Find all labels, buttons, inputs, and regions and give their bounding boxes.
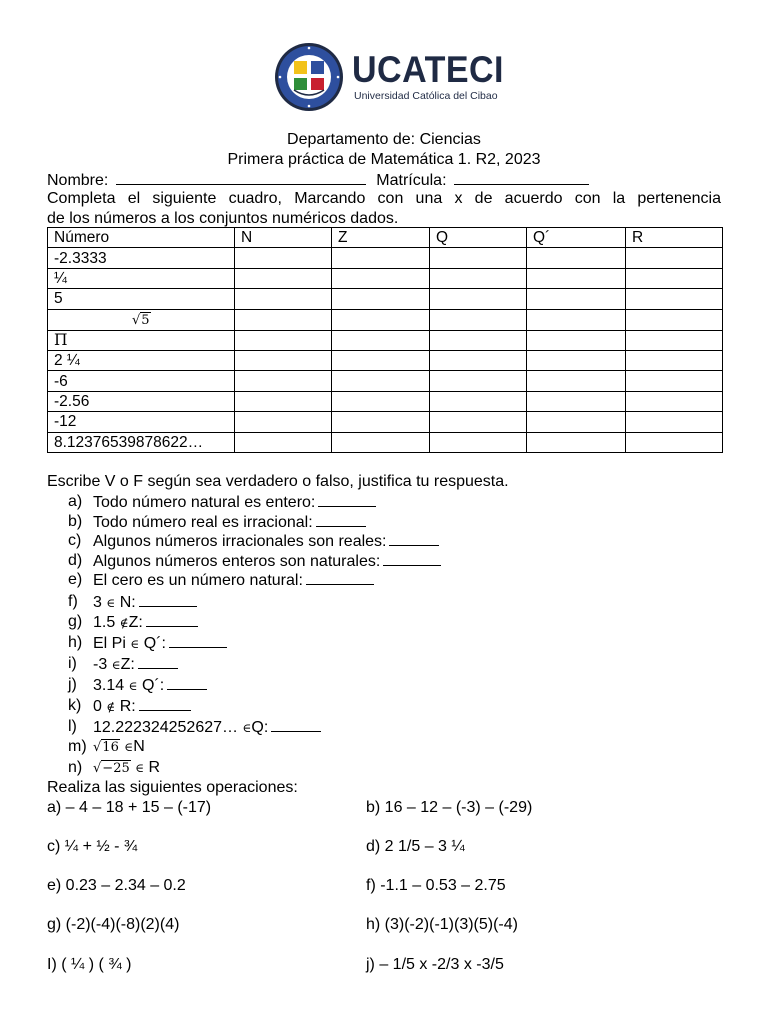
answer-cell[interactable]: [332, 350, 430, 370]
practice-title: Primera práctica de Matemática 1. R2, 2023: [227, 151, 541, 168]
answer-blank[interactable]: [383, 551, 441, 566]
item-text: Todo número real es irracional:: [93, 514, 313, 531]
answer-cell[interactable]: [332, 391, 430, 411]
radicand: 16: [102, 740, 119, 755]
item-value: 3: [93, 594, 102, 611]
answer-blank[interactable]: [271, 717, 321, 732]
element-of-icon: ∈: [130, 637, 140, 651]
element-of-icon: ∈: [111, 658, 121, 672]
answer-cell[interactable]: [430, 330, 527, 350]
table-instruction-line-1: Completa el siguiente cuadro, Marcando con una x de acuerdo con la pertenencia: [47, 190, 721, 207]
answer-cell[interactable]: [430, 289, 527, 309]
element-of-icon: ∈: [124, 740, 134, 754]
operation-item: c) ¼ + ½ - ¾: [47, 838, 138, 855]
answer-blank[interactable]: [318, 492, 376, 507]
answer-cell[interactable]: [430, 268, 527, 288]
id-field[interactable]: [454, 170, 589, 185]
table-instruction-line-2: de los números a los conjuntos numéricos dados.: [47, 210, 399, 227]
answer-cell[interactable]: [430, 309, 527, 330]
name-label: Nombre:: [47, 172, 109, 189]
student-info-line: [47, 170, 589, 190]
answer-cell[interactable]: [332, 371, 430, 391]
number-cell-radical: [48, 309, 235, 330]
table-row: [48, 350, 723, 370]
answer-cell[interactable]: [626, 248, 723, 268]
answer-cell[interactable]: [527, 268, 626, 288]
item-label: a): [68, 493, 83, 510]
answer-cell[interactable]: [235, 268, 332, 288]
operation-item: h) (3)(-2)(-1)(3)(5)(-4): [366, 916, 518, 933]
number-cell: 5: [48, 289, 235, 309]
number-cell: ¼: [48, 268, 235, 288]
answer-cell[interactable]: [527, 432, 626, 452]
item-label: m): [68, 738, 87, 755]
university-seal-icon: [274, 42, 344, 112]
answer-blank[interactable]: [167, 675, 207, 690]
item-label: b): [68, 513, 83, 530]
department-heading: Departamento de: Ciencias: [287, 131, 481, 148]
operation-item: I) ( ¼ ) ( ¾ ): [47, 956, 132, 973]
item-text: El cero es un número natural:: [93, 572, 303, 589]
answer-cell[interactable]: [527, 289, 626, 309]
answer-cell[interactable]: [235, 412, 332, 432]
answer-cell[interactable]: [626, 432, 723, 452]
sqrt-five: [132, 312, 151, 328]
answer-cell[interactable]: [430, 432, 527, 452]
item-value: 3.14: [93, 677, 125, 694]
set-name: N: [133, 738, 145, 755]
answer-cell[interactable]: [527, 391, 626, 411]
item-text: Algunos números enteros son naturales:: [93, 553, 381, 570]
table-row: [48, 248, 723, 268]
number-cell: -6: [48, 371, 235, 391]
answer-cell[interactable]: [527, 412, 626, 432]
university-logo: [274, 42, 504, 114]
answer-blank[interactable]: [138, 654, 178, 669]
item-label: f): [68, 593, 78, 610]
answer-cell[interactable]: [235, 248, 332, 268]
answer-blank[interactable]: [306, 570, 374, 585]
operation-item: j) – 1/5 x -2/3 x -3/5: [366, 956, 504, 973]
answer-cell[interactable]: [235, 391, 332, 411]
table-row: [48, 309, 723, 330]
item-label: j): [68, 676, 77, 693]
operation-item: f) -1.1 – 0.53 – 2.75: [366, 877, 506, 894]
radicand: 5: [141, 312, 150, 328]
answer-cell[interactable]: [430, 391, 527, 411]
header-q-prime: Q´: [527, 228, 626, 248]
radical-sign-icon: √: [93, 761, 102, 776]
answer-blank[interactable]: [169, 633, 227, 648]
item-text: Algunos números irracionales son reales:: [93, 533, 387, 550]
set-name: Q´:: [141, 677, 165, 694]
university-subtitle: Universidad Católica del Cibao: [354, 90, 498, 102]
answer-cell[interactable]: [430, 350, 527, 370]
item-value: -3: [93, 656, 108, 673]
name-field[interactable]: [116, 170, 366, 185]
id-label: Matrícula:: [376, 172, 447, 189]
answer-cell[interactable]: [235, 309, 332, 330]
item-label: k): [68, 697, 82, 714]
number-sets-table: [47, 227, 723, 453]
answer-cell[interactable]: [626, 350, 723, 370]
item-label: c): [68, 532, 82, 549]
answer-blank[interactable]: [316, 512, 366, 527]
set-name: N:: [119, 594, 136, 611]
university-name: UCATECI: [352, 49, 504, 90]
answer-cell[interactable]: [235, 330, 332, 350]
answer-blank[interactable]: [146, 612, 198, 627]
table-row: [48, 268, 723, 288]
answer-cell[interactable]: [626, 268, 723, 288]
answer-cell[interactable]: [527, 309, 626, 330]
operation-item: g) (-2)(-4)(-8)(2)(4): [47, 916, 180, 933]
item-label: i): [68, 655, 77, 672]
answer-cell[interactable]: [626, 371, 723, 391]
header-r: R: [626, 228, 723, 248]
answer-cell[interactable]: [626, 330, 723, 350]
radical-sign-icon: √: [132, 312, 141, 328]
item-value: 12.222324252627…: [93, 719, 239, 736]
not-element-of-icon: ∉: [119, 616, 129, 630]
table-row: [48, 391, 723, 411]
header-z: Z: [332, 228, 430, 248]
set-name: R:: [119, 698, 136, 715]
element-of-icon: ∈: [128, 679, 138, 693]
answer-cell[interactable]: [527, 350, 626, 370]
answer-cell[interactable]: [626, 309, 723, 330]
header-q: Q: [430, 228, 527, 248]
table-row: [48, 289, 723, 309]
answer-cell[interactable]: [527, 248, 626, 268]
table-row: [48, 412, 723, 432]
answer-cell[interactable]: [235, 289, 332, 309]
operation-item: d) 2 1/5 – 3 ¼: [366, 838, 465, 855]
operation-item: e) 0.23 – 2.34 – 0.2: [47, 877, 186, 894]
item-label: d): [68, 552, 83, 569]
answer-cell[interactable]: [626, 412, 723, 432]
sqrt-minus-twenty-five: [93, 760, 131, 776]
item-value: El Pi: [93, 635, 126, 652]
number-cell: Π: [48, 330, 235, 350]
item-value: 1.5: [93, 614, 116, 631]
item-label: h): [68, 634, 83, 651]
radical-sign-icon: √: [93, 740, 102, 755]
answer-cell[interactable]: [235, 350, 332, 370]
operations-instruction: Realiza las siguientes operaciones:: [47, 779, 298, 796]
item-label: n): [68, 759, 83, 776]
item-label: e): [68, 571, 83, 588]
item-label: g): [68, 613, 83, 630]
table-header-row: [48, 228, 723, 248]
answer-cell[interactable]: [332, 248, 430, 268]
operation-item: a) – 4 – 18 + 15 – (-17): [47, 799, 212, 816]
element-of-icon: ∈: [106, 596, 116, 610]
number-cell: -2.56: [48, 391, 235, 411]
table-row: [48, 371, 723, 391]
answer-blank[interactable]: [389, 531, 439, 546]
header-n: N: [235, 228, 332, 248]
set-name: Q:: [251, 719, 269, 736]
element-of-icon: ∈: [135, 761, 145, 775]
set-name: Q´:: [143, 635, 166, 652]
answer-cell[interactable]: [332, 268, 430, 288]
answer-cell[interactable]: [430, 248, 527, 268]
item-value: 0: [93, 698, 102, 715]
radicand: −25: [102, 761, 130, 776]
answer-cell[interactable]: [332, 412, 430, 432]
header-numero: Número: [48, 228, 235, 248]
number-cell: -12: [48, 412, 235, 432]
answer-cell[interactable]: [527, 371, 626, 391]
answer-blank[interactable]: [139, 592, 197, 607]
not-element-of-icon: ∉: [106, 700, 116, 714]
item-text: Todo número natural es entero:: [93, 494, 316, 511]
number-cell: 8.12376539878622…: [48, 432, 235, 452]
answer-cell[interactable]: [626, 391, 723, 411]
table-row: [48, 432, 723, 452]
item-label: l): [68, 718, 77, 735]
element-of-icon: ∈: [242, 721, 252, 735]
answer-cell[interactable]: [332, 309, 430, 330]
answer-blank[interactable]: [139, 696, 191, 711]
answer-cell[interactable]: [430, 412, 527, 432]
number-cell: -2.3333: [48, 248, 235, 268]
answer-cell[interactable]: [332, 330, 430, 350]
answer-cell[interactable]: [626, 289, 723, 309]
operation-item: b) 16 – 12 – (-3) – (-29): [366, 799, 533, 816]
number-cell: 2 ¼: [48, 350, 235, 370]
answer-cell[interactable]: [332, 432, 430, 452]
true-false-instruction: Escribe V o F según sea verdadero o falso, justifica tu respuesta.: [47, 473, 509, 490]
table-row: [48, 330, 723, 350]
answer-cell[interactable]: [332, 289, 430, 309]
set-name: R: [148, 759, 161, 776]
answer-cell[interactable]: [235, 432, 332, 452]
set-name: Z:: [120, 656, 135, 673]
answer-cell[interactable]: [527, 330, 626, 350]
set-name: Z:: [128, 614, 143, 631]
sqrt-sixteen: [93, 739, 120, 755]
answer-cell[interactable]: [235, 371, 332, 391]
answer-cell[interactable]: [430, 371, 527, 391]
